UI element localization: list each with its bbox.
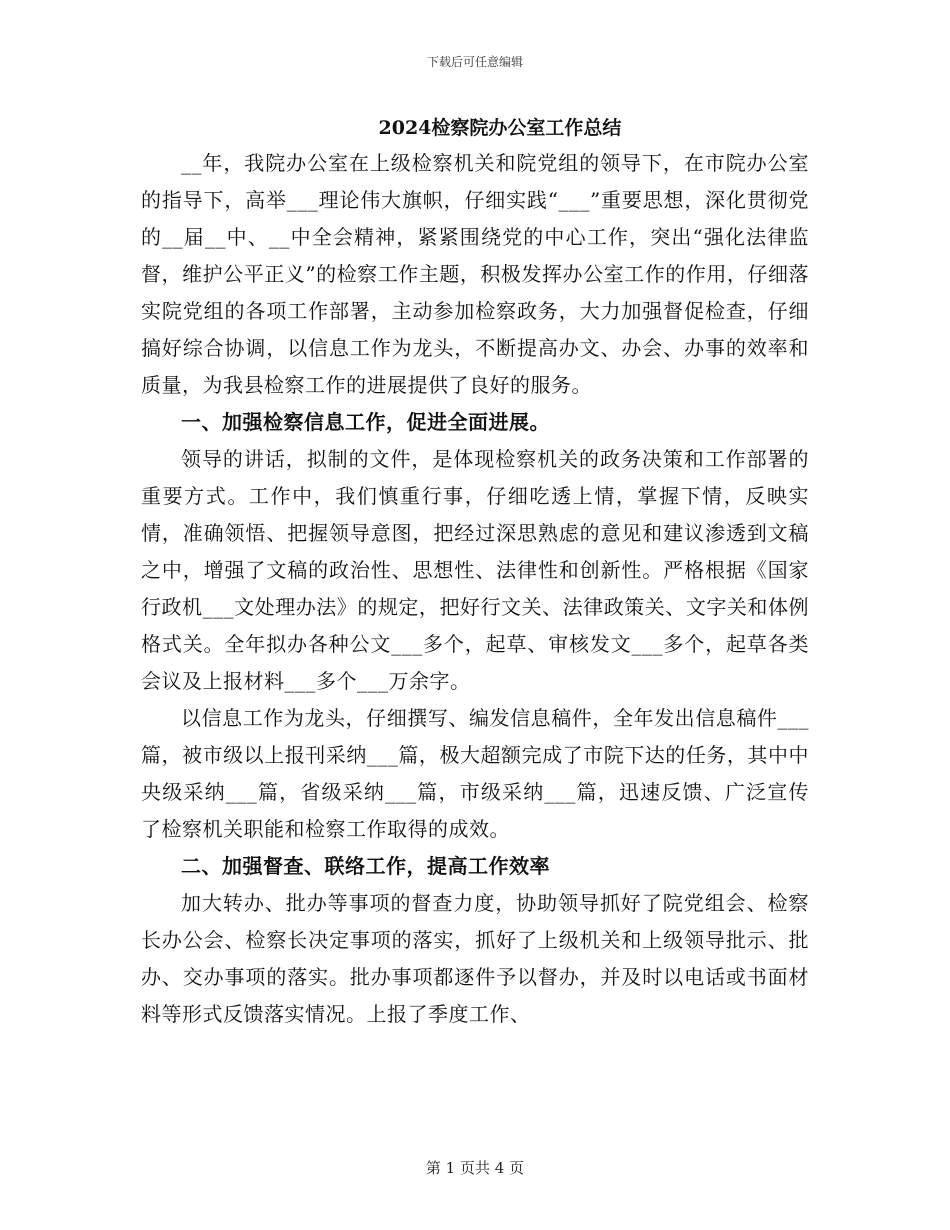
document-body	[141, 145, 809, 1033]
section-heading-1: 一、加强检察信息工作，促进全面进展。	[181, 410, 550, 434]
paragraph-information: 以信息工作为龙头，仔细撰写、编发信息稿件，全年发出信息稿件___篇，被市级以上报刊采纳___篇，极大超额完成了市院下达的任务，其中中央级采纳___篇，省级采纳___篇，市级采纳___篇，迅速反馈、广泛宣传了检察机关职能和检察工作取得的成效。	[141, 706, 809, 841]
paragraph-intro: __年，我院办公室在上级检察机关和院党组的领导下，在市院办公室的指导下，高举___理论伟大旗帜，仔细实践“___”重要思想，深化贯彻党的__届__中、__中全会精神，紧紧围绕党的中心工作，突出“强化法律监督，维护公平正义”的检察工作主题，积极发挥办公室工作的作用，仔细落实院党组的各项工作部署，主动参加检察政务，大力加强督促检查，仔细搞好综合协调，以信息工作为龙头，不断提高办文、办会、办事的效率和质量，为我县检察工作的进展提供了良好的服务。	[141, 151, 809, 397]
section-heading-2: 二、加强督查、联络工作，提高工作效率	[181, 854, 550, 878]
page-footer: 第 1 页共 4 页	[425, 1159, 525, 1177]
paragraph-supervision: 加大转办、批办等事项的督查力度，协助领导抓好了院党组会、检察长办公会、检察长决定事项的落实，抓好了上级机关和上级领导批示、批办、交办事项的落实。批办事项都逐件予以督办，并及时以电话或书面材料等形式反馈落实情况。上报了季度工作、	[141, 891, 809, 1026]
document-title: 2024检察院办公室工作总结	[378, 117, 622, 139]
paragraph-drafting: 领导的讲话，拟制的文件，是体现检察机关的政务决策和工作部署的重要方式。工作中，我们慎重行事，仔细吃透上情，掌握下情，反映实情，准确领悟、把握领导意图，把经过深思熟虑的意见和建议渗透到文稿之中，增强了文稿的政治性、思想性、法律性和创新性。严格根据《国家行政机___文处理办法》的规定，把好行文关、法律政策关、文字关和体例格式关。全年拟办各种公文___多个，起草、审核发文___多个，起草各类会议及上报材料___多个___万余字。	[141, 447, 809, 693]
header-note: 下载后可任意编辑	[426, 55, 523, 69]
